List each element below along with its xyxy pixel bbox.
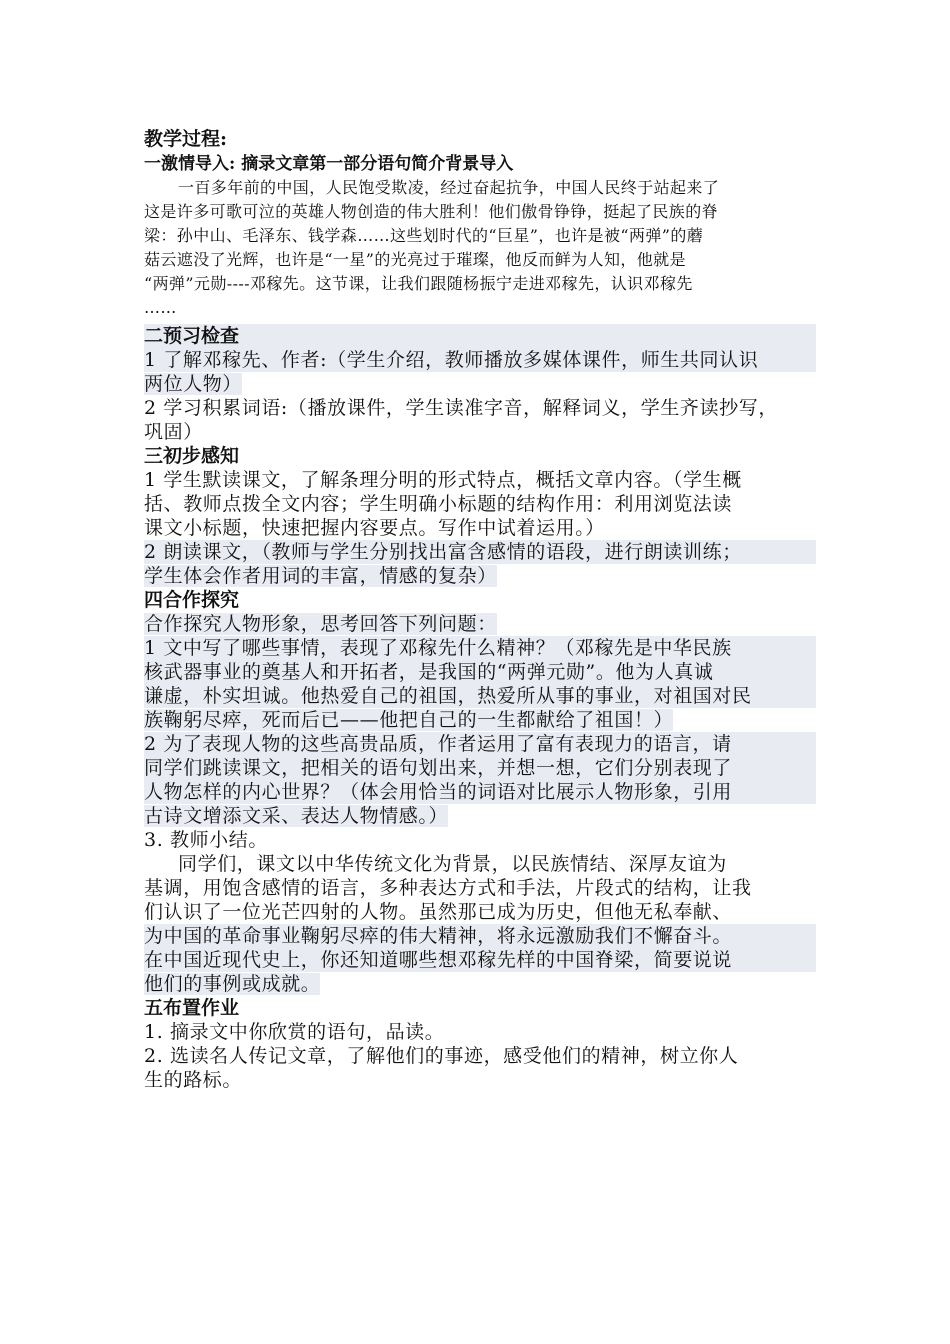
paragraph-line: 同学们，课文以中华传统文化为背景，以民族情结、深厚友谊为 [178,853,727,875]
paragraph-line: 谦虚，朴实坦诚。他热爱自己的祖国，热爱所从事的事业，对祖国对民 [144,684,816,708]
paragraph-line: 梁：孙中山、毛泽东、钱学森……这些划时代的“巨星”，也许是被“两弹”的蘑 [144,226,704,245]
paragraph-line: 这是许多可歌可泣的英雄人物创造的伟大胜利！他们傲骨铮铮，挺起了民族的脊 [144,202,719,221]
paragraph-line [144,804,816,828]
paragraph-line [144,972,816,996]
page-title: 教学过程: [144,128,228,150]
highlighted-text: 两位人物） [144,373,243,395]
paragraph-line: 生的路标。 [144,1069,243,1091]
paragraph-line: 1 文中写了哪些事情，表现了邓稼先什么精神？（邓稼先是中华民族 [144,636,816,660]
paragraph-line: 巩固） [144,421,203,443]
paragraph-line: 3. 教师小结。 [144,829,268,851]
paragraph-line: 课文小标题，快速把握内容要点。写作中试着运用。） [144,517,605,539]
paragraph-line: 基调，用饱含感情的语言，多种表达方式和手法，片段式的结构，让我 [144,877,752,899]
paragraph-line: 2 学习积累词语:（播放课件，学生读准字音，解释词义，学生齐读抄写， [144,397,778,419]
paragraph-line [144,708,816,732]
preview-list [144,348,816,444]
document-page [144,126,816,1092]
paragraph-line: 为中国的革命事业鞠躬尽瘁的伟大精神，将永远激励我们不懈奋斗。 [144,924,816,948]
paragraph-line: 2 朗读课文，（教师与学生分别找出富含感情的语段，进行朗读训练； [144,540,816,564]
paragraph-line: 一百多年前的中国，人民饱受欺凌，经过奋起抗争，中国人民终于站起来了 [178,178,720,197]
paragraph-line [144,612,816,636]
section-heading-cooperation: 四合作探究 [144,589,240,611]
paragraph-line: 人物怎样的内心世界？（体会用恰当的词语对比展示人物形象，引用 [144,780,816,804]
highlighted-text: 他们的事例或成就。 [144,973,321,995]
paragraph-line: 们认识了一位光芒四射的人物。虽然那已成为历史，但他无私奉献、 [144,901,733,923]
section-heading-preview: 二预习检查 [144,324,816,348]
paragraph-line: 2. 选读名人传记文章，了解他们的事迹，感受他们的精神，树立你人 [144,1045,739,1067]
paragraph-line: 核武器事业的奠基人和开拓者，是我国的“两弹元勋”。他为人真诚 [144,660,816,684]
paragraph-line: 1 学生默读课文，了解条理分明的形式特点，概括文章内容。（学生概 [144,469,742,491]
highlighted-text: 合作探究人物形象，思考回答下列问题： [144,613,497,635]
perception-list [144,468,816,588]
homework-list [144,1020,816,1092]
paragraph-line: …… [144,298,177,317]
section-heading-perception: 三初步感知 [144,445,240,467]
section-heading-intro: 一激情导入: 摘录文章第一部分语句简介背景导入 [144,154,514,174]
intro-paragraph [144,176,816,320]
paragraph-line: 括、教师点拨全文内容；学生明确小标题的结构作用：利用浏览法读 [144,493,733,515]
paragraph-line: 1. 摘录文中你欣赏的语句，品读。 [144,1021,445,1043]
section-heading-homework: 五布置作业 [144,997,240,1019]
paragraph-line: 同学们跳读课文，把相关的语句划出来，并想一想，它们分别表现了 [144,756,816,780]
highlighted-text: 古诗文增添文采、表达人物情感。） [144,805,449,827]
paragraph-line: “两弹”元勋----邓稼先。这节课，让我们跟随杨振宁走进邓稼先，认识邓稼先 [144,274,693,293]
paragraph-line: 2 为了表现人物的这些高贵品质，作者运用了富有表现力的语言，请 [144,732,816,756]
paragraph-line [144,564,816,588]
paragraph-line: 1 了解邓稼先、作者:（学生介绍，教师播放多媒体课件，师生共同认识 [144,348,816,372]
cooperation-list [144,612,816,996]
highlighted-text: 学生体会作者用词的丰富，情感的复杂） [144,565,497,587]
highlighted-text: 族鞠躬尽瘁，死而后已——他把自己的一生都献给了祖国！） [144,709,674,731]
paragraph-line: 在中国近现代史上，你还知道哪些想邓稼先样的中国脊梁，简要说说 [144,948,816,972]
paragraph-line: 菇云遮没了光辉，也许是“一星”的光亮过于璀璨，他反而鲜为人知，他就是 [144,250,686,269]
paragraph-line [144,372,816,396]
